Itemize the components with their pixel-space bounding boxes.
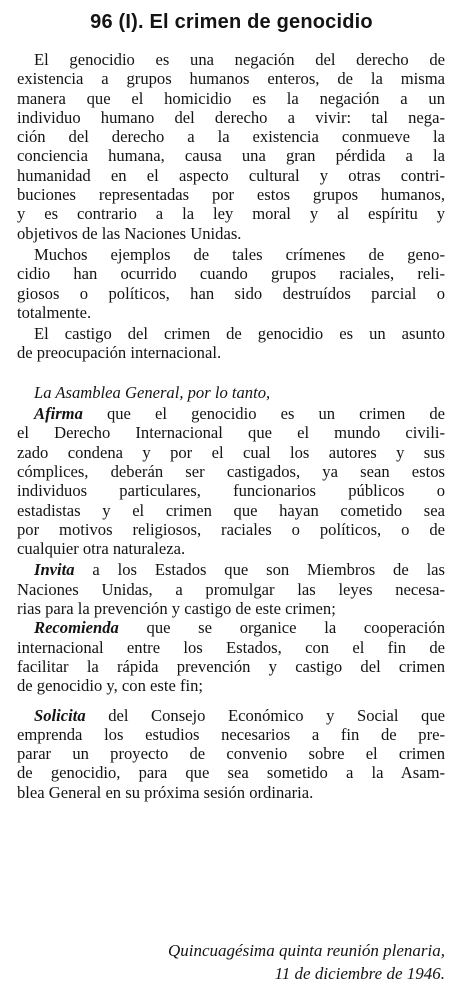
text-line: Naciones Unidas, a promulgar las leyes necesa- <box>17 579 445 599</box>
text-line: parar un proyecto de convenio sobre el crimen <box>17 744 445 764</box>
meeting-signature: Quincuagésima quinta reunión plenaria, <box>167 941 445 960</box>
text-line: cualquier otra naturaleza. <box>17 539 186 559</box>
text-line: El genocidio es una negación del derecho de <box>34 50 445 69</box>
text-fragment: a los Estados que son Miembros de las <box>74 560 445 580</box>
resolution-title: 96 (I). El crimen de genocidio <box>90 11 373 33</box>
text-line: Muchos ejemplos de tales crímenes de geno- <box>34 244 445 264</box>
text-line <box>17 404 445 423</box>
text-line <box>17 618 445 637</box>
text-line: La Asamblea General, por lo tanto, <box>34 382 271 402</box>
text-fragment: del Consejo Económico y Social que <box>85 705 445 725</box>
paragraph-preamble-3 <box>17 324 445 363</box>
text-line: giosos o políticos, han sido destruídos parcial o <box>17 283 445 303</box>
paragraph-invita <box>17 560 445 618</box>
text-line: de preocupación internacional. <box>17 343 222 363</box>
text-line: estadistas y el crimen que hayan cometido sea <box>17 500 445 520</box>
text-line: existencia a grupos humanos enteros, de la misma <box>17 69 445 89</box>
text-line: rias para la prevención y castigo de este crimen; <box>17 599 336 619</box>
text-line: cidio han ocurrido cuando grupos raciales, reli- <box>17 264 445 284</box>
paragraph-recomienda <box>17 618 445 695</box>
operative-verb: Afirma <box>34 404 83 424</box>
text-line: individuo humano del derecho a vivir: tal nega- <box>17 107 445 127</box>
text-line: cómplices, deberán ser castigados, ya sean estos <box>17 461 445 481</box>
text-fragment: que se organice la cooperación <box>118 618 445 638</box>
text-line: humanidad en el aspecto cultural y otras contri- <box>17 165 445 185</box>
text-line: emprenda los estudios necesarios a fin de pre- <box>17 724 445 744</box>
text-line: individuos particulares, funcionarios públicos o <box>17 481 445 501</box>
text-line: de genocidio, para que sea sometido a la Asam- <box>17 763 445 783</box>
text-line: objetivos de las Naciones Unidas. <box>17 223 242 243</box>
text-line <box>17 706 445 725</box>
signature-date: 11 de diciembre de 1946. <box>274 964 445 983</box>
text-line: ción del derecho a la existencia conmueve la <box>17 127 445 147</box>
paragraph-solicita <box>17 706 445 802</box>
text-line: El castigo del crimen de genocidio es un asunto <box>34 324 445 344</box>
text-line: y es contrario a la ley moral y al espíritu y <box>17 204 445 224</box>
paragraph-afirma <box>17 404 445 558</box>
operative-verb: Solicita <box>34 705 86 725</box>
text-line: por motivos religiosos, raciales o políticos, o de <box>17 519 445 539</box>
text-line: el Derecho Internacional que el mundo civili- <box>17 423 445 443</box>
operative-verb: Invita <box>34 560 75 580</box>
resolution-body <box>17 50 445 802</box>
text-line <box>17 560 445 579</box>
text-line: facilitar la rápida prevención y castigo del crimen <box>17 656 445 676</box>
operative-verb: Recomienda <box>34 618 119 638</box>
text-line: buciones representadas por estos grupos humanos, <box>17 185 445 205</box>
text-line: de genocidio y, con este fin; <box>17 676 204 696</box>
preamble-close <box>17 383 445 402</box>
paragraph-preamble-2 <box>17 245 445 322</box>
text-line: conciencia humana, causa una gran pérdida a la <box>17 146 445 166</box>
paragraph-preamble-1 <box>17 50 445 243</box>
text-line: zado condena y por el cual los autores y sus <box>17 442 445 462</box>
text-fragment: que el genocidio es un crimen de <box>82 404 445 424</box>
text-line: blea General en su próxima sesión ordinaria. <box>17 782 314 802</box>
text-line: totalmente. <box>17 302 92 322</box>
text-line: manera que el homicidio es la negación a un <box>17 88 445 108</box>
text-line: internacional entre los Estados, con el fin de <box>17 637 445 657</box>
